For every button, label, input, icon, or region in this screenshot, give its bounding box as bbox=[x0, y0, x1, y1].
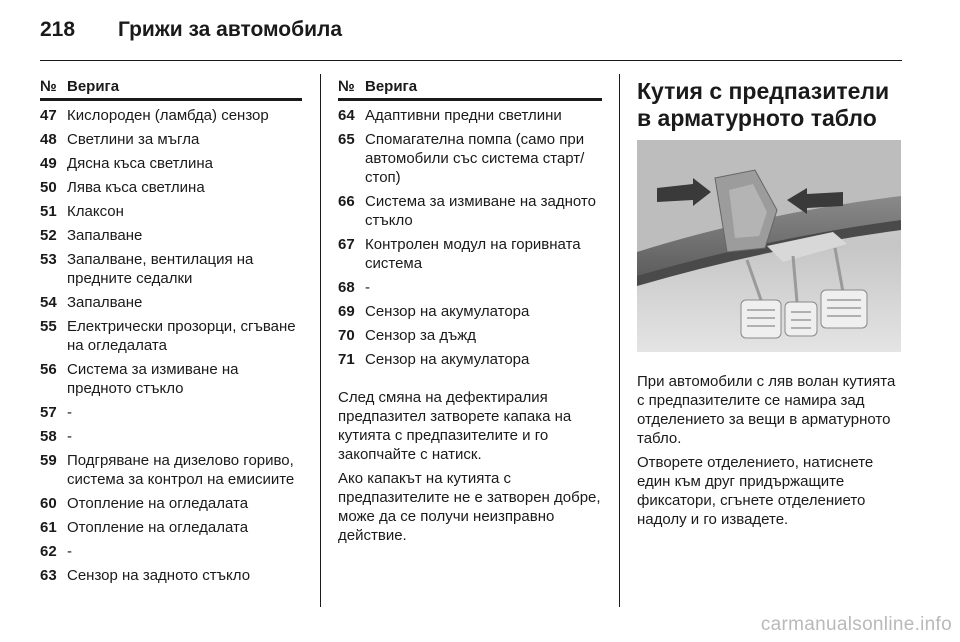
fuse-number: 64 bbox=[338, 107, 355, 124]
fuse-row bbox=[40, 451, 302, 489]
note-close-cover: След смяна на дефектиралия предпазител затворете капака на кутията с предпазителите и го закопчайте с натиск. bbox=[338, 389, 572, 463]
page-title: Грижи за автомобила bbox=[118, 18, 343, 41]
fuse-number: 67 bbox=[338, 236, 355, 253]
fuse-row bbox=[338, 130, 602, 187]
fuse-circuit: Светлини за мъгла bbox=[67, 131, 200, 148]
column-header-circuit: Верига bbox=[365, 78, 418, 95]
fuse-number: 57 bbox=[40, 404, 57, 421]
fuse-circuit: Сензор на задното стъкло bbox=[67, 567, 251, 584]
column-header-number: № bbox=[40, 78, 57, 95]
instrument-panel-section bbox=[637, 78, 901, 529]
fuse-circuit: Запалване, вентилация на предните седалки bbox=[67, 251, 254, 287]
fuse-circuit: Клаксон bbox=[67, 203, 124, 220]
fuse-row bbox=[338, 192, 602, 230]
fuse-row bbox=[40, 106, 302, 125]
fuse-number: 48 bbox=[40, 131, 57, 148]
fuse-table-part-1 bbox=[40, 78, 302, 585]
fuse-row bbox=[40, 518, 302, 537]
fuse-number: 70 bbox=[338, 327, 355, 344]
fuse-row bbox=[338, 350, 602, 369]
fuse-number: 51 bbox=[40, 203, 57, 220]
fuse-box-illustration bbox=[637, 140, 901, 352]
fuse-row bbox=[338, 106, 602, 125]
fuse-number: 47 bbox=[40, 107, 57, 124]
fuse-circuit: Лява къса светлина bbox=[67, 179, 205, 196]
page-number: 218 bbox=[40, 18, 76, 41]
fuse-circuit: Подгряване на дизелово гориво, система за контрол на емисиите bbox=[67, 452, 295, 488]
section-title: Кутия с предпазители в арматурното табло bbox=[637, 78, 890, 131]
fuse-list-2 bbox=[338, 106, 602, 369]
fuse-row bbox=[40, 494, 302, 513]
fuse-number: 55 bbox=[40, 318, 57, 335]
fuse-row bbox=[40, 154, 302, 173]
fuse-circuit: Запалване bbox=[67, 227, 143, 244]
fuse-table-header bbox=[338, 78, 602, 101]
fuse-number: 52 bbox=[40, 227, 57, 244]
fuse-table-part-2 bbox=[338, 78, 602, 545]
fuse-row bbox=[338, 278, 602, 297]
fuse-circuit: - bbox=[67, 428, 72, 445]
replacement-notes bbox=[338, 388, 602, 545]
fuse-circuit: Адаптивни предни светлини bbox=[365, 107, 562, 124]
column-header-number: № bbox=[338, 78, 355, 95]
fuse-circuit: Отопление на огледалата bbox=[67, 519, 249, 536]
watermark: carmanualsonline.info bbox=[760, 614, 952, 635]
fuse-row bbox=[40, 542, 302, 561]
page-header bbox=[40, 18, 342, 42]
fuse-row bbox=[40, 130, 302, 149]
fuse-circuit: Сензор за дъжд bbox=[365, 327, 476, 344]
fuse-row bbox=[40, 360, 302, 398]
fuse-circuit: Дясна къса светлина bbox=[67, 155, 213, 172]
fuse-circuit: Спомагателна помпа (само при автомобили със система старт/стоп) bbox=[365, 131, 585, 186]
fuse-number: 50 bbox=[40, 179, 57, 196]
fuse-row bbox=[40, 566, 302, 585]
fuse-row bbox=[40, 317, 302, 355]
fuse-circuit: Отопление на огледалата bbox=[67, 495, 249, 512]
fuse-circuit: Сензор на акумулатора bbox=[365, 351, 530, 368]
fuse-number: 63 bbox=[40, 567, 57, 584]
fuse-row bbox=[40, 202, 302, 221]
fuse-row bbox=[40, 250, 302, 288]
fuse-number: 59 bbox=[40, 452, 57, 469]
fuse-list-1 bbox=[40, 106, 302, 585]
fuse-number: 69 bbox=[338, 303, 355, 320]
fuse-circuit: - bbox=[67, 404, 72, 421]
fuse-table-header bbox=[40, 78, 302, 101]
fuse-circuit: Кислороден (ламбда) сензор bbox=[67, 107, 269, 124]
fuse-number: 58 bbox=[40, 428, 57, 445]
fuse-circuit: - bbox=[67, 543, 72, 560]
fuse-circuit: Електрически прозорци, сгъване на огледалата bbox=[67, 318, 296, 354]
fuse-row bbox=[40, 293, 302, 312]
fuse-number: 49 bbox=[40, 155, 57, 172]
fuse-circuit: Система за измиване на задното стъкло bbox=[365, 193, 596, 229]
fuse-row bbox=[338, 235, 602, 273]
fuse-circuit: Контролен модул на горивната система bbox=[365, 236, 581, 272]
fuse-row bbox=[338, 302, 602, 321]
fuse-circuit: - bbox=[365, 279, 370, 296]
fuse-number: 62 bbox=[40, 543, 57, 560]
fuse-row bbox=[40, 427, 302, 446]
fuse-row bbox=[338, 326, 602, 345]
section-body bbox=[637, 372, 901, 529]
fuse-number: 60 bbox=[40, 495, 57, 512]
fuse-row bbox=[40, 403, 302, 422]
fuse-number: 71 bbox=[338, 351, 355, 368]
note-malfunction: Ако капакът на кутията с предпазителите не е затворен добре, може да се получи неизправно действие. bbox=[338, 470, 601, 544]
column-divider-2 bbox=[619, 74, 620, 607]
column-header-circuit: Верига bbox=[67, 78, 120, 95]
fuse-number: 53 bbox=[40, 251, 57, 268]
fuse-row bbox=[40, 178, 302, 197]
removal-text: Отворете отделението, натиснете един към друг придържащите фиксатори, сгънете отделението надолу и го извадете. bbox=[637, 454, 874, 528]
fuse-number: 56 bbox=[40, 361, 57, 378]
fuse-circuit: Система за измиване на предното стъкло bbox=[67, 361, 239, 397]
fuse-row bbox=[40, 226, 302, 245]
fuse-number: 54 bbox=[40, 294, 57, 311]
fuse-number: 65 bbox=[338, 131, 355, 148]
fuse-number: 68 bbox=[338, 279, 355, 296]
fuse-circuit: Сензор на акумулатора bbox=[365, 303, 530, 320]
column-divider-1 bbox=[320, 74, 321, 607]
location-text: При автомобили с ляв волан кутията с предпазителите се намира зад отделението за вещи в арматурното табло. bbox=[637, 373, 896, 447]
fuse-number: 61 bbox=[40, 519, 57, 536]
fuse-number: 66 bbox=[338, 193, 355, 210]
fuse-circuit: Запалване bbox=[67, 294, 143, 311]
header-rule bbox=[40, 60, 902, 61]
